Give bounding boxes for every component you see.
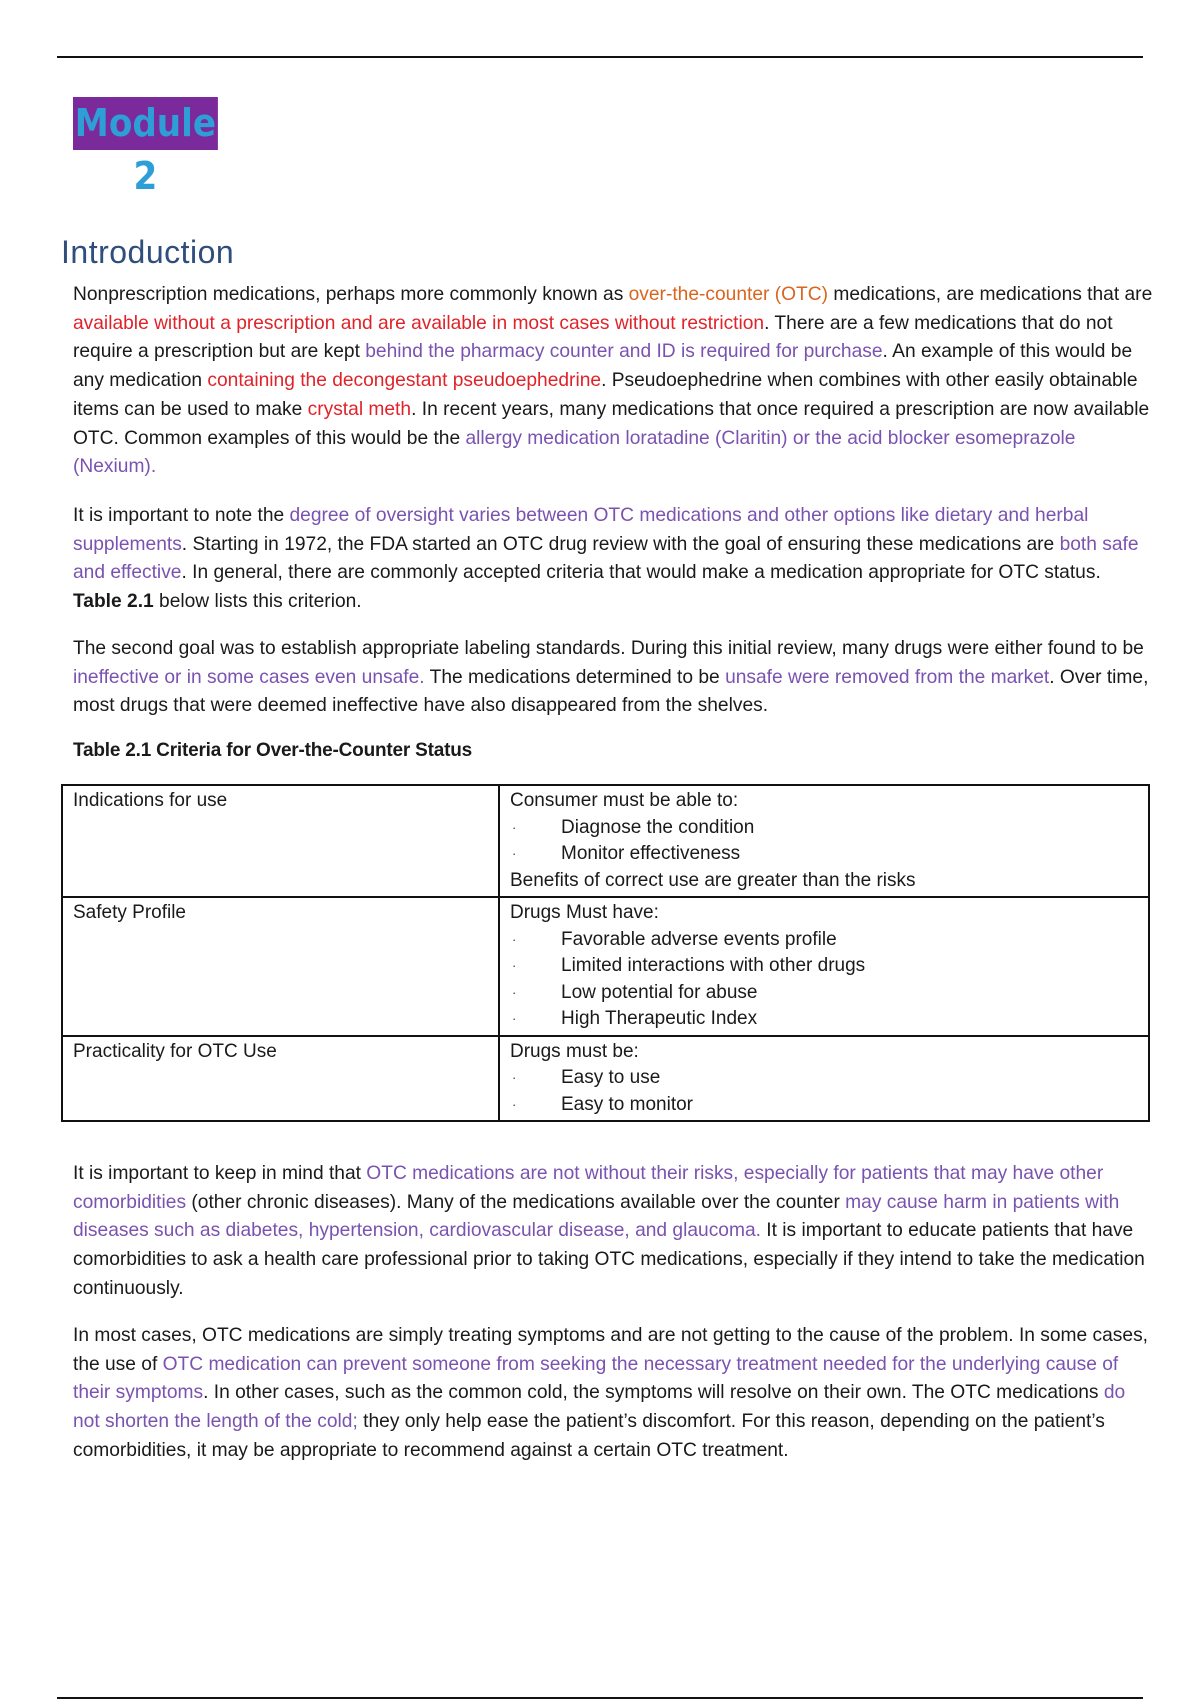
criteria-list [510,927,1138,1033]
list-item: · Monitor effectiveness [510,841,1138,868]
row-label: Indications for use [62,785,499,897]
row-label: Safety Profile [62,897,499,1036]
list-item: · Low potential for abuse [510,980,1138,1007]
list-item: · Diagnose the condition [510,815,1138,842]
top-rule [57,56,1143,58]
row-criteria: Drugs must be: · Easy to use · Easy to monitor [499,1036,1149,1122]
highlight-prevent-treatment: OTC medication can prevent someone from seeking the necessary treatment needed for the underlying cause of their symptoms [73,1353,1119,1404]
highlight-examples: allergy medication loratadine (Claritin) or the acid blocker esomeprazole (Nexium). [73,427,1076,478]
list-item: · High Therapeutic Index [510,1006,1138,1033]
symptoms-paragraph: In most cases, OTC medications are simply treating symptoms and are not getting to the cause of the problem. In some cases, the use of OTC medication can prevent someone from seeking the necessary treatment needed for the underlying cause of their symptoms. In other cases, such as the common cold, the symptoms will resolve on their own. The OTC medications do not shorten the length of the cold; they only help ease the patient’s discomfort. For this reason, depending on the patient’s comorbidities, it may be appropriate to recommend against a certain OTC treatment. [73,1325,1148,1461]
list-item: · Favorable adverse events profile [510,927,1138,954]
row-criteria: Consumer must be able to: · Diagnose the condition · Monitor effectiveness Benefits of correct use are greater than the risks [499,785,1149,897]
table-row [62,1036,1149,1122]
highlight-behind-counter: behind the pharmacy counter and ID is required for purchase [365,341,883,363]
list-item: · Limited interactions with other drugs [510,953,1138,980]
table-row [62,785,1149,897]
row-criteria: Drugs Must have: · Favorable adverse events profile · Limited interactions with other drugs · Low potential for abuse · High Therapeutic Index [499,897,1149,1036]
highlight-risks: OTC medications are not without their risks, especially for patients that may have other comorbidities [73,1163,1104,1213]
table-reference: Table 2.1 [73,591,154,613]
bullet-icon: · [512,958,517,973]
highlight-oversight: degree of oversight varies between OTC medications and other options like dietary and herbal supplements [73,505,1089,555]
bullet-icon: · [512,984,517,1000]
list-item: · Easy to monitor [510,1092,1138,1119]
highlight-pseudoephedrine: containing the decongestant pseudoephedrine [207,370,602,392]
table-row [62,897,1149,1036]
highlight-harm: may cause harm in patients with diseases such as diabetes, hypertension, cardiovascular disease, and glaucoma. [73,1191,1120,1242]
bullet-icon: · [512,1011,517,1026]
highlight-removed: unsafe were removed from the market [725,666,1050,688]
highlight-ineffective: ineffective or in some cases even unsafe. [73,666,425,688]
highlight-available: available without a prescription and are available in most cases without restriction [73,312,765,334]
criteria-list [510,815,1138,868]
list-item: · Easy to use [510,1065,1138,1092]
bullet-icon: · [512,931,517,947]
row-label: Practicality for OTC Use [62,1036,499,1122]
bullet-icon: · [512,819,517,835]
intro-paragraph: Nonprescription medications, perhaps more commonly known as over-the-counter (OTC) medications, are medications that are available without a prescription and are available in most cases without restriction. There are a few medications that do not require a prescription but are kept behind the pharmacy counter and ID is required for purchase. An example of this would be any medication containing the decongestant pseudoephedrine. Pseudoephedrine when combines with other easily obtainable items can be used to make crystal meth. In recent years, many medications that once required a prescription are now available OTC. Common examples of this would be the allergy medication loratadine (Claritin) or the acid blocker esomeprazole (Nexium). [73,284,1153,478]
section-heading: Introduction [61,234,235,270]
risks-paragraph: It is important to keep in mind that OTC medications are not without their risks, especially for patients that may have other comorbidities (other chronic diseases). Many of the medications available over the counter may cause harm in patients with diseases such as diabetes, hypertension, cardiovascular disease, and glaucoma. It is important to educate patients that have comorbidities to ask a health care professional prior to taking OTC medications, especially if they intend to take the medication continuously. [73,1163,1145,1299]
bullet-icon: · [512,1096,517,1112]
criteria-table [61,784,1150,1122]
bullet-icon: · [512,846,517,861]
bottom-rule [57,1697,1143,1699]
highlight-safe-effective: both safe and effective [73,533,1139,584]
highlight-otc: over-the-counter (OTC) [628,284,829,305]
criteria-list [510,1065,1138,1118]
labeling-paragraph: The second goal was to establish appropriate labeling standards. During this initial review, many drugs were either found to be ineffective or in some cases even unsafe. The medications determined to be unsafe were removed from the market. Over time, most drugs that were deemed ineffective have also disappeared from the shelves. [73,638,1149,717]
oversight-paragraph: It is important to note the degree of oversight varies between OTC medications and other options like dietary and herbal supplements. Starting in 1972, the FDA started an OTC drug review with the goal of ensuring these medications are both safe and effective. In general, there are commonly accepted criteria that would make a medication appropriate for OTC status. Table 2.1 below lists this criterion. [73,505,1139,613]
highlight-crystal-meth: crystal meth [307,398,412,420]
table-caption: Table 2.1 Criteria for Over-the-Counter Status [73,740,473,761]
bullet-icon: · [512,1070,517,1085]
highlight-cold: do not shorten the length of the cold; [73,1382,1126,1433]
module-label: Module 2 [73,97,218,150]
